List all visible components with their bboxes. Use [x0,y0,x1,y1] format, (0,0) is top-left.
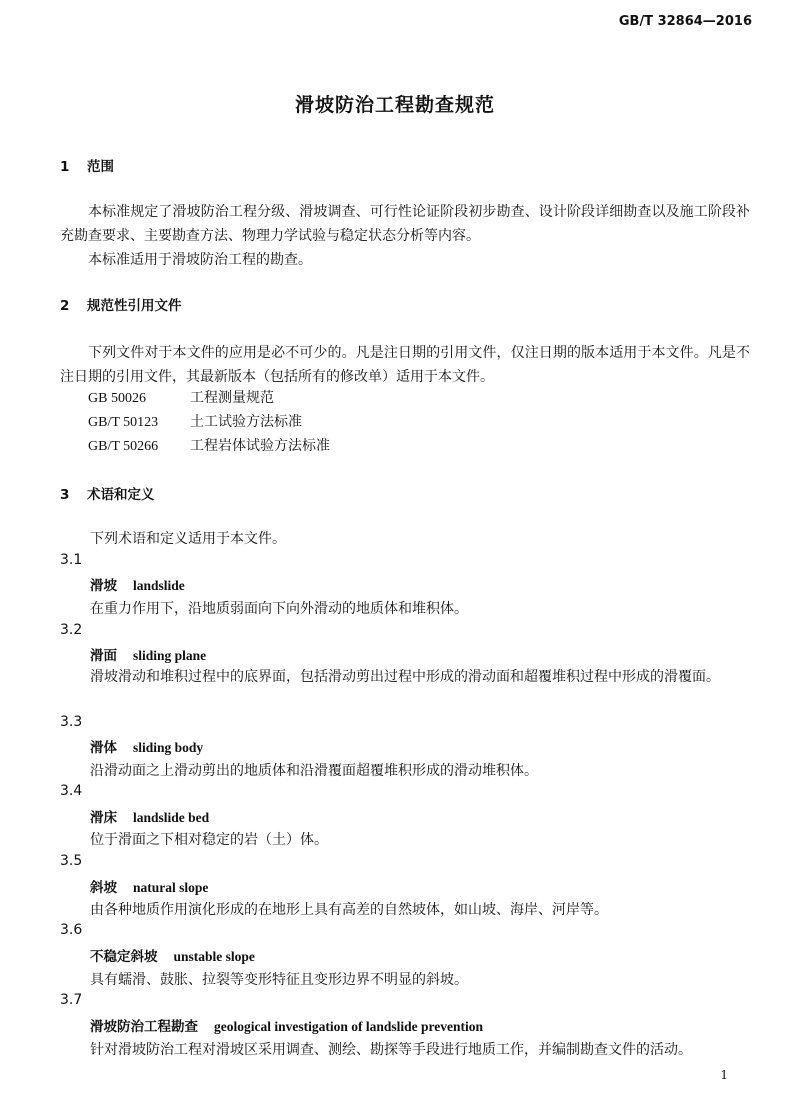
term-heading [90,1015,483,1035]
term-zh: 滑床 [90,810,117,826]
term-heading [90,945,255,965]
term-number: 3.5 [60,853,83,869]
term-zh: 滑体 [90,740,117,756]
scope-paragraphs [60,200,750,272]
term-zh: 斜坡 [90,880,117,896]
scope-paragraph-1: 本标准规定了滑坡防治工程分级、滑坡调查、可行性论证阶段初步勘查、设计阶段详细勘查以及施工阶段补充勘查要求、主要勘查方法、物理力学试验与稳定状态分析等内容。 [60,204,750,244]
term-en: natural slope [133,880,209,895]
term-definition: 由各种地质作用演化形成的在地形上具有高差的自然坡体，如山坡、海岸、河岸等。 [90,902,608,918]
normative-paragraph [60,341,750,389]
term-en: sliding body [133,740,204,755]
standard-code: GB/T 32864—2016 [618,14,752,29]
term-zh: 不稳定斜坡 [90,949,158,965]
reference-code: GB/T 50123 [88,415,159,430]
scope-paragraph-2: 本标准适用于滑坡防治工程的勘查。 [88,252,312,268]
term-definition: 沿滑动面之上滑动剪出的地质体和沿滑覆面超覆堆积形成的滑动堆积体。 [90,763,538,779]
term-zh: 滑坡 [90,578,117,594]
reference-code: GB 50026 [88,391,146,406]
term-zh: 滑面 [90,648,117,664]
term-heading [90,574,185,594]
term-definition: 针对滑坡防治工程对滑坡区采用调查、测绘、勘探等手段进行地质工作，并编制勘查文件的活动。 [90,1042,692,1058]
section-number: 2 [60,298,70,314]
reference-item [88,435,330,455]
term-en: sliding plane [133,648,207,663]
term-heading [90,876,208,896]
section-title: 范围 [87,159,114,175]
term-en: landslide bed [133,810,210,825]
term-definition: 在重力作用下，沿地质弱面向下向外滑动的地质体和堆积体。 [90,601,468,617]
document-title: 滑坡防治工程勘查规范 [294,94,495,116]
term-heading [90,806,209,826]
section-title: 术语和定义 [87,487,155,503]
term-zh: 滑坡防治工程勘查 [90,1019,198,1035]
page-number: 1 [720,1068,728,1082]
term-number: 3.7 [60,992,83,1008]
reference-title: 工程岩体试验方法标准 [190,438,330,454]
term-en: landslide [133,578,185,593]
term-number: 3.6 [60,922,83,938]
term-number: 3.2 [60,622,83,638]
term-en: unstable slope [173,949,255,964]
section-number: 3 [60,487,70,503]
normative-intro: 下列文件对于本文件的应用是必不可少的。凡是注日期的引用文件，仅注日期的版本适用于本文件。凡是不注日期的引用文件，其最新版本（包括所有的修改单）适用于本文件。 [60,345,750,385]
reference-item [88,387,274,407]
term-number: 3.1 [60,552,83,568]
section-heading-2 [60,294,182,314]
term-definition: 滑坡滑动和堆积过程中的底界面，包括滑动剪出过程中形成的滑动面和超覆堆积过程中形成的滑覆面。 [90,669,720,685]
term-number: 3.3 [60,714,83,730]
section-heading-3 [60,483,155,503]
reference-item [88,411,302,431]
term-en: geological investigation of landslide prevention [214,1019,484,1034]
reference-title: 工程测量规范 [190,390,274,406]
term-number: 3.4 [60,783,83,799]
term-heading [90,736,203,756]
reference-code: GB/T 50266 [88,439,159,454]
term-heading [90,644,206,664]
term-definition: 具有蠕滑、鼓胀、拉裂等变形特征且变形边界不明显的斜坡。 [90,972,468,988]
section-heading-1 [60,155,114,175]
term-definition: 位于滑面之下相对稳定的岩（土）体。 [90,832,328,848]
reference-title: 土工试验方法标准 [190,414,302,430]
terms-intro: 下列术语和定义适用于本文件。 [90,531,286,547]
section-number: 1 [60,159,70,175]
section-title: 规范性引用文件 [87,298,182,314]
